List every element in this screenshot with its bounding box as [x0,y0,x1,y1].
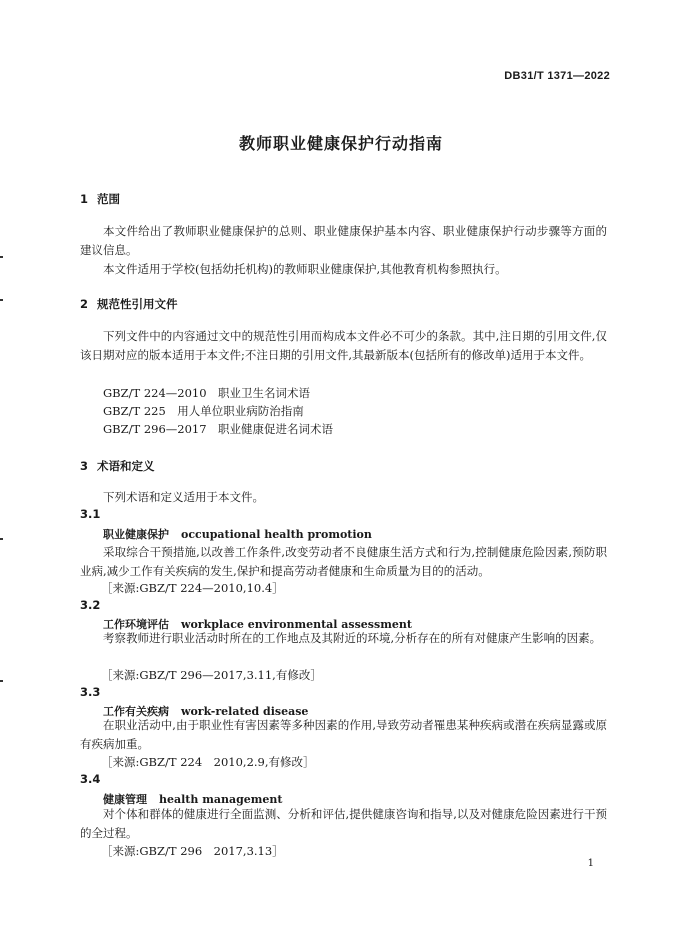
section-title: 范围 [97,192,120,206]
term-english: work-related disease [181,705,309,718]
term-number: 3.1 [80,507,101,521]
scan-mark [0,680,3,682]
section-number: 2 [80,297,89,311]
term-chinese: 工作有关疾病 [103,705,169,718]
section-1-paragraph-1: 本文件给出了教师职业健康保护的总则、职业健康保护基本内容、职业健康保护行动步骤等方面的建议信息。 [80,224,607,257]
term-source: ［来源:GBZ/T 296—2017,3.11,有修改］ [101,668,322,682]
term-definition: 考察教师进行职业活动时所在的工作地点及其附近的环境,分析存在的所有对健康产生影响的因素。 [103,631,602,645]
term-number: 3.2 [80,598,101,612]
term-title [103,526,372,542]
section-2-heading [80,296,178,312]
section-title: 术语和定义 [97,459,155,473]
term-english: occupational health promotion [181,528,372,541]
section-title: 规范性引用文件 [97,297,178,311]
term-number: 3.4 [80,772,101,786]
section-number: 1 [80,192,89,206]
term-english: health management [159,793,283,806]
term-definition: 采取综合干预措施,以改善工作条件,改变劳动者不良健康生活方式和行为,控制健康危险因素,预防职业病,减少工作有关疾病的发生,保护和提高劳动者健康和生命质量为目的的活动。 [80,545,607,578]
reference-item: GBZ/T 224—2010 职业卫生名词术语 [103,386,311,400]
term-english: workplace environmental assessment [181,618,412,631]
term-source: ［来源:GBZ/T 224 2010,2.9,有修改］ [101,755,315,769]
page-title: 教师职业健康保护行动指南 [238,134,443,153]
doc-code: DB31/T 1371—2022 [504,70,610,82]
section-3-intro: 下列术语和定义适用于本文件。 [103,490,264,504]
section-1-paragraph-2: 本文件适用于学校(包括幼托机构)的教师职业健康保护,其他教育机构参照执行。 [103,262,507,276]
section-3-heading [80,458,155,474]
term-chinese: 工作环境评估 [103,618,169,631]
reference-item: GBZ/T 225 用人单位职业病防治指南 [103,404,304,418]
term-definition: 在职业活动中,由于职业性有害因素等多种因素的作用,导致劳动者罹患某种疾病或潜在疾病显露或原有疾病加重。 [80,718,607,751]
reference-item: GBZ/T 296—2017 职业健康促进名词术语 [103,422,334,436]
term-number: 3.3 [80,685,101,699]
term-chinese: 职业健康保护 [103,528,169,541]
section-1-heading [80,191,120,207]
scan-mark [0,538,3,540]
term-definition: 对个体和群体的健康进行全面监测、分析和评估,提供健康咨询和指导,以及对健康危险因素进行干预的全过程。 [80,807,607,840]
term-source: ［来源:GBZ/T 296 2017,3.13］ [101,844,284,858]
page-number: 1 [587,858,594,869]
scan-mark [0,256,3,258]
section-number: 3 [80,459,89,473]
term-source: ［来源:GBZ/T 224—2010,10.4］ [101,581,284,595]
scan-mark [0,299,3,301]
section-2-paragraph: 下列文件中的内容通过文中的规范性引用而构成本文件必不可少的条款。其中,注日期的引用文件,仅该日期对应的版本适用于本文件;不注日期的引用文件,其最新版本(包括所有的修改单)适用于本文件。 [80,329,607,362]
term-chinese: 健康管理 [103,793,147,806]
